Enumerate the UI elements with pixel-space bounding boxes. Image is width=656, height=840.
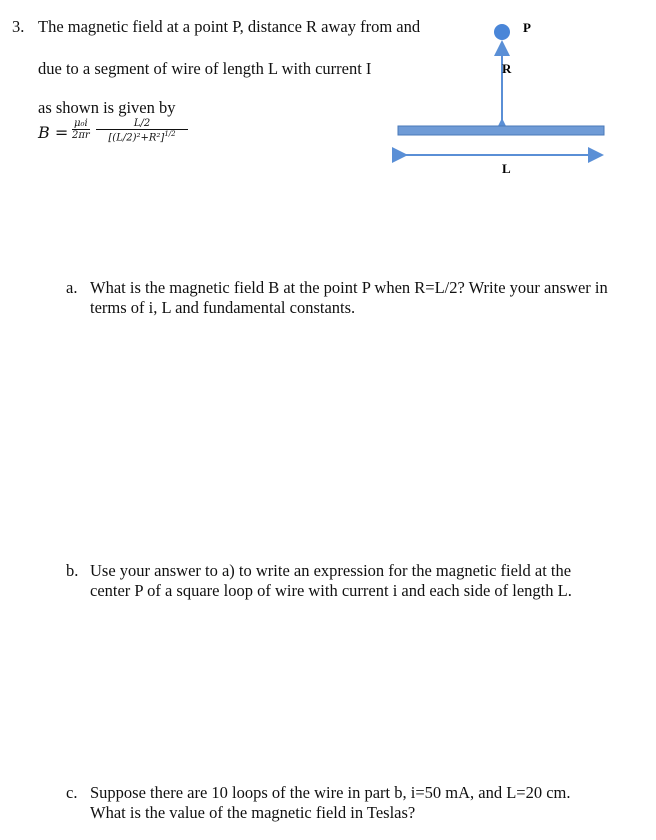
formula-lhs: B = <box>38 123 69 142</box>
formula-term2-denominator: [(L/2)²+R²] <box>108 132 165 144</box>
formula-term1-denominator: 2πr <box>72 130 90 141</box>
wire-segment <box>398 126 604 135</box>
field-formula <box>38 118 188 158</box>
wire-diagram <box>390 10 620 180</box>
problem-text-line-2: due to a segment of wire of length L with current I <box>38 59 372 78</box>
question-b-text: Use your answer to a) to write an expression for the magnetic field at the center P of a square loop of wire with current i and each side of length L. <box>90 561 572 600</box>
point-p-marker <box>494 24 510 40</box>
problem-number: 3. <box>12 17 25 36</box>
point-p-label: P <box>523 20 531 35</box>
formula-term2-numerator: L/2 <box>96 118 188 130</box>
question-a-text: What is the magnetic field B at the point P when R=L/2? Write your answer in terms of i, L and fundamental constants. <box>90 278 608 317</box>
distance-r-label: R <box>502 61 512 76</box>
question-a-label: a. <box>66 278 78 297</box>
question-c-text: Suppose there are 10 loops of the wire in part b, i=50 mA, and L=20 cm. What is the value of the magnetic field in Teslas? <box>90 783 571 822</box>
problem-text-line-3: as shown is given by <box>38 98 176 117</box>
formula-fraction-2 <box>96 118 188 143</box>
length-l-label: L <box>502 161 511 176</box>
problem-text-line-1: The magnetic field at a point P, distance R away from and <box>38 17 421 36</box>
question-c-label: c. <box>66 783 78 802</box>
formula-term2-denominator-wrap <box>96 130 188 143</box>
question-b-label: b. <box>66 561 79 580</box>
formula-exponent: 1/2 <box>164 130 176 138</box>
formula-fraction-1 <box>72 118 90 141</box>
formula-term1-numerator: μ₀i <box>74 118 88 129</box>
